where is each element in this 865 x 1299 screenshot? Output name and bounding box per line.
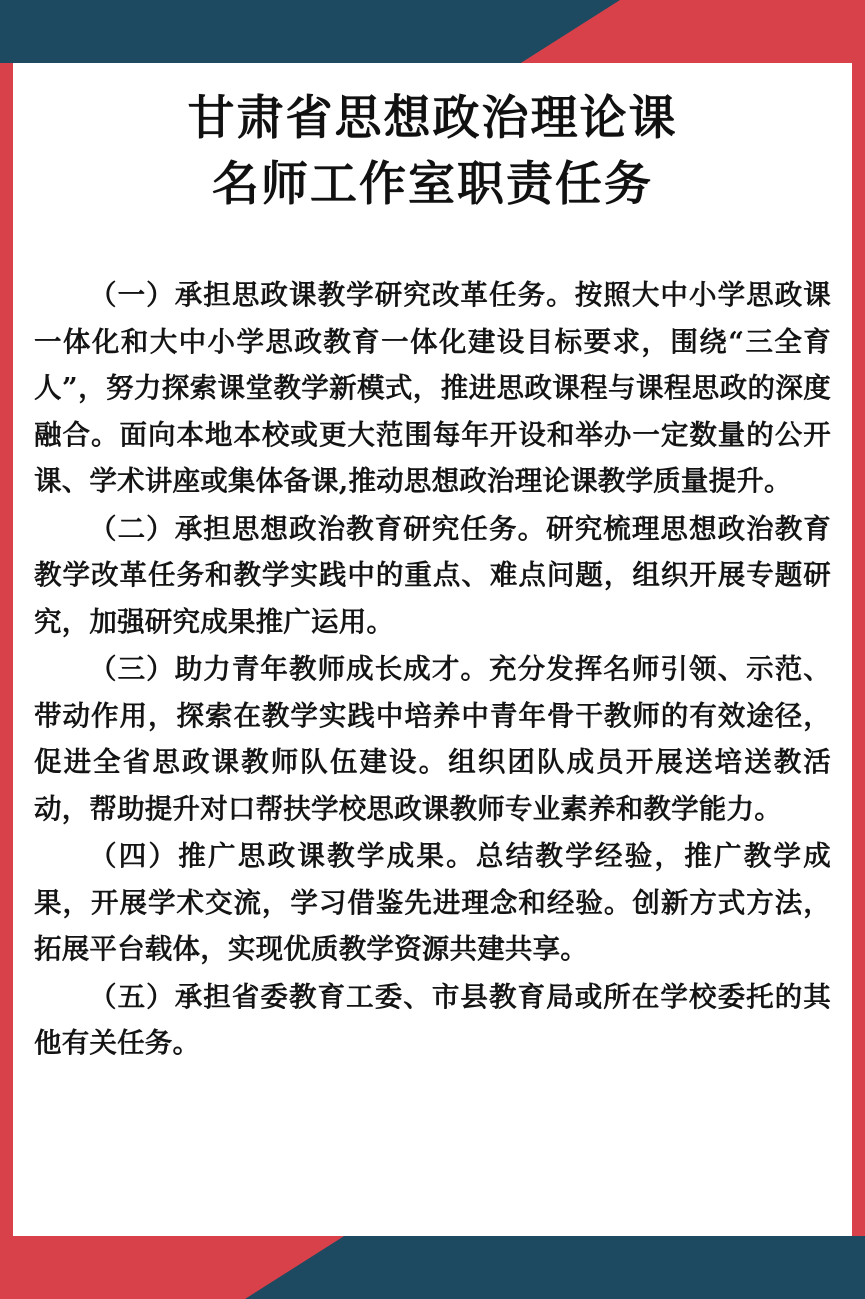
- paragraph-3: （三）助力青年教师成长成才。充分发挥名师引领、示范、带动作用，探索在教学实践中培养中青年骨干教师的有效途径，促进全省思政课教师队伍建设。组织团队成员开展送培送教活动，帮助提升对口帮扶学校思政课教师专业素养和教学能力。: [34, 653, 831, 825]
- right-red-rail: [852, 63, 865, 1236]
- paragraph-2: （二）承担思想政治教育研究任务。研究梳理思想政治教育教学改革任务和教学实践中的重点、难点问题，组织开展专题研究，加强研究成果推广运用。: [34, 512, 831, 638]
- paragraph-5: （五）承担省委教育工委、市县教育局或所在学校委托的其他有关任务。: [34, 980, 831, 1059]
- top-banner: [0, 0, 865, 63]
- bottom-banner-navy-band: [245, 1236, 865, 1299]
- left-red-rail: [0, 63, 13, 1236]
- body-content: [34, 272, 831, 1068]
- top-banner-navy-band: [0, 0, 620, 63]
- page-title: [13, 86, 852, 218]
- paragraph-1: （一）承担思政课教学研究改革任务。按照大中小学思政课一体化和大中小学思政教育一体化建设目标要求，围绕“三全育人”，努力探索课堂教学新模式，推进思政课程与课程思政的深度融合。面向本地本校或更大范围每年开设和举办一定数量的公开课、学术讲座或集体备课,推动思想政治理论课教学质量提升。: [34, 279, 831, 497]
- page-title-line-2: 名师工作室职责任务: [212, 157, 653, 212]
- paragraph-4: （四）推广思政课教学成果。总结教学经验，推广教学成果，开展学术交流，学习借鉴先进理念和经验。创新方式方法，拓展平台载体，实现优质教学资源共建共享。: [34, 840, 831, 965]
- page-title-line-1: 甘肃省思想政治理论课: [187, 91, 678, 146]
- bottom-banner: [0, 1236, 865, 1299]
